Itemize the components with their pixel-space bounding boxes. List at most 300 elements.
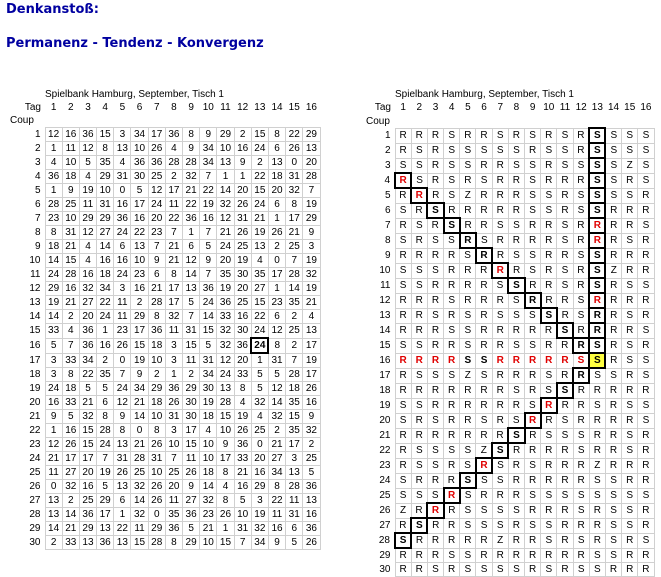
- table-cell: R: [605, 218, 621, 233]
- table-cell: 14: [200, 310, 217, 324]
- column-header: 12: [237, 102, 249, 113]
- table-cell: S: [395, 488, 411, 503]
- table-cell: 14: [45, 310, 62, 324]
- table-cell: 29: [217, 128, 234, 142]
- table-cell: S: [557, 158, 573, 173]
- table-cell: R: [573, 128, 589, 143]
- table-cell: R: [427, 518, 443, 533]
- table-cell: S: [605, 188, 621, 203]
- table-cell: 27: [97, 226, 114, 240]
- table-cell: 7: [303, 184, 320, 198]
- table-cell: 11: [62, 142, 79, 156]
- table-row: [6, 254, 320, 268]
- table-cell: R: [541, 248, 557, 263]
- table-cell: R: [427, 548, 443, 563]
- table-cell: R: [492, 428, 508, 443]
- table-cell: 10: [148, 353, 165, 368]
- table-cell: 12: [114, 396, 131, 410]
- table-cell: 8: [97, 142, 114, 156]
- table-cell: S: [638, 278, 654, 293]
- table-cell: R: [541, 443, 557, 458]
- coup-number: 29: [379, 549, 391, 561]
- table-cell: R: [508, 548, 524, 563]
- table-cell: 25: [286, 324, 303, 339]
- table-cell: 15: [200, 324, 217, 339]
- table-cell: 8: [217, 466, 234, 480]
- table-cell: 16: [303, 396, 320, 410]
- table-cell: S: [541, 308, 557, 323]
- table-cell: R: [508, 473, 524, 488]
- table-cell: R: [508, 398, 524, 413]
- coup-number: 20: [379, 415, 391, 426]
- coup-number: 8: [34, 227, 41, 238]
- coup-number: 18: [379, 385, 391, 396]
- table-cell: 24: [45, 268, 62, 282]
- table-cell: R: [427, 338, 443, 353]
- table-cell: R: [492, 338, 508, 353]
- table-cell: 21: [45, 452, 62, 466]
- table-row: [362, 458, 654, 473]
- table-cell: 0: [268, 254, 285, 268]
- table-cell: S: [622, 233, 638, 248]
- table-cell: 8: [148, 424, 165, 438]
- table-cell: 19: [303, 254, 320, 268]
- column-header: 4: [448, 102, 455, 113]
- table-cell: R: [411, 548, 427, 563]
- table-cell: 10: [131, 254, 148, 268]
- table-cell: S: [492, 143, 508, 158]
- tag-label: Tag: [24, 102, 41, 113]
- table-cell: R: [460, 398, 476, 413]
- table-cell: 25: [286, 240, 303, 254]
- table-cell: S: [508, 218, 524, 233]
- table-cell: 32: [217, 198, 234, 212]
- table-cell: R: [492, 263, 508, 278]
- table-cell: 28: [217, 396, 234, 410]
- table-cell: R: [541, 503, 557, 518]
- table-cell: 9: [148, 254, 165, 268]
- column-header: 2: [68, 102, 74, 113]
- table-cell: S: [557, 218, 573, 233]
- table-cell: S: [589, 548, 605, 563]
- table-title: Spielbank Hamburg, September, Tisch 1: [45, 89, 224, 100]
- table-cell: R: [395, 308, 411, 323]
- table-cell: S: [508, 563, 524, 577]
- table-row: [362, 383, 654, 398]
- table-cell: 1: [217, 170, 234, 184]
- table-cell: 16: [268, 522, 285, 536]
- table-cell: 24: [114, 268, 131, 282]
- table-cell: 12: [183, 254, 200, 268]
- table-cell: 24: [114, 382, 131, 396]
- table-cell: 21: [217, 226, 234, 240]
- column-header: 2: [416, 102, 423, 113]
- table-cell: R: [622, 218, 638, 233]
- table-cell: 36: [97, 536, 114, 550]
- coup-label: Coup: [366, 115, 390, 127]
- coup-number: 28: [378, 535, 390, 546]
- table-cell: 26: [234, 424, 251, 438]
- table-cell: 19: [251, 508, 268, 522]
- table-cell: 14: [200, 480, 217, 494]
- table-cell: R: [476, 203, 492, 218]
- table-cell: R: [492, 383, 508, 398]
- table-cell: S: [476, 143, 492, 158]
- table-cell: 26: [234, 198, 251, 212]
- table-cell: 28: [286, 368, 303, 382]
- table-cell: S: [460, 503, 476, 518]
- table-cell: S: [460, 443, 476, 458]
- table-cell: R: [557, 293, 573, 308]
- table-cell: R: [460, 413, 476, 428]
- column-header: 15: [624, 102, 636, 113]
- table-cell: 21: [234, 466, 251, 480]
- table-cell: 21: [251, 212, 268, 226]
- table-cell: R: [525, 413, 541, 428]
- table-cell: S: [589, 278, 605, 293]
- table-cell: R: [638, 248, 654, 263]
- table-row: [362, 308, 654, 323]
- coup-number: 26: [29, 481, 41, 492]
- table-cell: 13: [183, 282, 200, 296]
- table-cell: R: [492, 203, 508, 218]
- table-cell: 6: [268, 198, 285, 212]
- table-cell: S: [557, 488, 573, 503]
- coup-label: Coup: [10, 115, 34, 127]
- table-row: [362, 353, 654, 368]
- table-cell: R: [622, 368, 638, 383]
- table-cell: S: [589, 173, 605, 188]
- table-row: [362, 473, 654, 488]
- table-cell: R: [411, 503, 427, 518]
- table-cell: 15: [286, 410, 303, 424]
- table-cell: 14: [131, 410, 148, 424]
- table-cell: R: [638, 308, 654, 323]
- table-cell: 34: [268, 466, 285, 480]
- table-cell: R: [525, 428, 541, 443]
- table-row: [362, 233, 654, 248]
- table-cell: R: [460, 278, 476, 293]
- table-cell: 12: [79, 226, 96, 240]
- table-cell: S: [460, 473, 476, 488]
- table-cell: 19: [131, 353, 148, 368]
- table-cell: 3: [303, 240, 320, 254]
- table-cell: R: [638, 443, 654, 458]
- table-cell: R: [395, 563, 411, 577]
- table-cell: R: [508, 233, 524, 248]
- table-cell: 23: [114, 324, 131, 339]
- table-cell: R: [638, 428, 654, 443]
- table-cell: S: [411, 143, 427, 158]
- table-row: [6, 508, 320, 522]
- column-header: 9: [188, 102, 194, 113]
- table-cell: 15: [217, 536, 234, 550]
- table-cell: 26: [286, 142, 303, 156]
- table-cell: S: [638, 218, 654, 233]
- table-cell: R: [427, 398, 443, 413]
- table-cell: 24: [97, 438, 114, 452]
- table-row: [362, 218, 654, 233]
- table-cell: R: [411, 428, 427, 443]
- coup-number: 3: [34, 157, 41, 168]
- column-header: 7: [153, 102, 160, 113]
- table-cell: 3: [114, 128, 131, 142]
- table-cell: 4: [114, 156, 131, 170]
- table-cell: 15: [183, 338, 200, 353]
- table-cell: 16: [131, 212, 148, 226]
- table-cell: 27: [79, 296, 96, 310]
- table-cell: S: [444, 218, 460, 233]
- table-cell: 35: [251, 268, 268, 282]
- table-cell: 20: [303, 156, 320, 170]
- table-cell: 34: [251, 536, 268, 550]
- table-cell: 2: [62, 494, 79, 508]
- table-cell: 9: [268, 536, 285, 550]
- table-cell: 29: [97, 212, 114, 226]
- column-header: 6: [136, 102, 143, 113]
- table-cell: R: [573, 548, 589, 563]
- table-cell: S: [557, 233, 573, 248]
- table-cell: Z: [460, 368, 476, 383]
- table-cell: 32: [303, 268, 320, 282]
- table-cell: R: [541, 353, 557, 368]
- table-cell: 30: [183, 396, 200, 410]
- table-cell: S: [427, 443, 443, 458]
- table-cell: 19: [200, 396, 217, 410]
- table-cell: 29: [303, 212, 320, 226]
- table-cell: S: [557, 413, 573, 428]
- table-cell: R: [395, 518, 411, 533]
- table-cell: 11: [131, 522, 148, 536]
- table-cell: R: [638, 503, 654, 518]
- table-cell: R: [589, 503, 605, 518]
- table-row: [6, 240, 320, 254]
- table-cell: 24: [114, 226, 131, 240]
- table-cell: 16: [79, 268, 96, 282]
- table-cell: S: [573, 428, 589, 443]
- table-cell: 34: [131, 382, 148, 396]
- table-cell: 6: [268, 310, 285, 324]
- table-cell: 5: [97, 480, 114, 494]
- table-row: [6, 410, 320, 424]
- table-cell: 18: [62, 382, 79, 396]
- table-cell: Z: [460, 188, 476, 203]
- table-cell: R: [525, 143, 541, 158]
- table-cell: 2: [165, 170, 182, 184]
- table-row: [362, 188, 654, 203]
- table-cell: R: [605, 233, 621, 248]
- table-cell: R: [508, 128, 524, 143]
- table-cell: 9: [303, 410, 320, 424]
- table-cell: 1: [234, 170, 251, 184]
- table-cell: R: [460, 383, 476, 398]
- table-cell: R: [492, 548, 508, 563]
- table-cell: S: [476, 503, 492, 518]
- table-cell: S: [492, 503, 508, 518]
- table-cell: 6: [148, 268, 165, 282]
- table-cell: S: [541, 383, 557, 398]
- table-cell: 9: [62, 184, 79, 198]
- table-cell: R: [525, 473, 541, 488]
- table-cell: 32: [303, 424, 320, 438]
- table-cell: R: [476, 488, 492, 503]
- table-cell: R: [541, 173, 557, 188]
- column-header: 14: [271, 102, 283, 113]
- table-cell: R: [395, 173, 411, 188]
- table-cell: S: [444, 188, 460, 203]
- table-cell: 7: [114, 368, 131, 382]
- table-cell: 25: [234, 240, 251, 254]
- table-cell: S: [622, 428, 638, 443]
- table-cell: 16: [114, 254, 131, 268]
- table-cell: 24: [217, 240, 234, 254]
- table-cell: 2: [131, 296, 148, 310]
- table-cell: R: [541, 218, 557, 233]
- table-cell: 18: [62, 170, 79, 184]
- table-cell: 7: [200, 268, 217, 282]
- table-cell: 28: [97, 424, 114, 438]
- table-cell: R: [492, 293, 508, 308]
- table-row: [362, 278, 654, 293]
- table-cell: 29: [131, 310, 148, 324]
- table-cell: 5: [183, 522, 200, 536]
- table-cell: 21: [268, 438, 285, 452]
- table-cell: R: [476, 128, 492, 143]
- table-cell: 16: [97, 338, 114, 353]
- column-header: 1: [50, 102, 57, 113]
- table-row: [6, 424, 320, 438]
- table-cell: R: [638, 188, 654, 203]
- table-cell: S: [492, 563, 508, 577]
- table-cell: 2: [62, 310, 79, 324]
- table-row: [6, 324, 320, 339]
- table-cell: 29: [97, 494, 114, 508]
- table-cell: R: [525, 503, 541, 518]
- table-cell: 24: [251, 338, 268, 353]
- table-cell: 10: [62, 156, 79, 170]
- table-cell: S: [427, 368, 443, 383]
- table-cell: 36: [303, 522, 320, 536]
- table-cell: S: [525, 203, 541, 218]
- table-cell: R: [573, 398, 589, 413]
- table-cell: 14: [217, 184, 234, 198]
- table-cell: 8: [286, 198, 303, 212]
- table-cell: S: [589, 128, 605, 143]
- coup-number: 1: [384, 130, 391, 141]
- table-cell: S: [589, 473, 605, 488]
- table-cell: 7: [183, 310, 200, 324]
- table-cell: R: [492, 488, 508, 503]
- table-cell: R: [508, 533, 524, 548]
- table-cell: 29: [183, 382, 200, 396]
- table-cell: S: [460, 143, 476, 158]
- table-cell: R: [444, 428, 460, 443]
- table-cell: 20: [165, 480, 182, 494]
- coup-number: 11: [30, 269, 41, 280]
- table-cell: 5: [200, 240, 217, 254]
- table-cell: R: [508, 173, 524, 188]
- table-cell: R: [525, 293, 541, 308]
- coup-number: 9: [34, 241, 41, 252]
- table-cell: 1: [97, 324, 114, 339]
- table-cell: 35: [97, 368, 114, 382]
- table-cell: 36: [79, 128, 96, 142]
- table-cell: R: [541, 158, 557, 173]
- table-cell: S: [411, 398, 427, 413]
- table-cell: 21: [303, 296, 320, 310]
- table-cell: R: [525, 353, 541, 368]
- table-cell: R: [638, 233, 654, 248]
- column-header: 8: [171, 102, 177, 113]
- table-cell: 29: [97, 170, 114, 184]
- table-cell: R: [411, 563, 427, 577]
- table-cell: 14: [286, 282, 303, 296]
- table-cell: R: [395, 458, 411, 473]
- table-cell: R: [638, 293, 654, 308]
- table-cell: 5: [79, 382, 96, 396]
- table-cell: S: [444, 443, 460, 458]
- table-cell: 3: [165, 424, 182, 438]
- table-row: [6, 480, 320, 494]
- table-cell: 7: [97, 452, 114, 466]
- table-cell: 13: [303, 142, 320, 156]
- coup-number: 5: [34, 185, 41, 196]
- table-cell: 31: [286, 508, 303, 522]
- table-cell: 26: [148, 494, 165, 508]
- table-cell: 36: [148, 156, 165, 170]
- coup-number: 21: [29, 411, 41, 422]
- table-cell: 29: [148, 382, 165, 396]
- table-row: [362, 518, 654, 533]
- table-cell: 23: [148, 226, 165, 240]
- table-cell: R: [427, 278, 443, 293]
- table-cell: R: [622, 248, 638, 263]
- table-cell: 11: [183, 353, 200, 368]
- table-cell: 4: [165, 142, 182, 156]
- table-cell: S: [525, 188, 541, 203]
- table-cell: S: [395, 158, 411, 173]
- table-cell: S: [589, 488, 605, 503]
- table-cell: 13: [114, 536, 131, 550]
- table-row: [6, 452, 320, 466]
- table-cell: S: [460, 518, 476, 533]
- table-cell: S: [492, 518, 508, 533]
- table-cell: S: [605, 533, 621, 548]
- table-cell: R: [508, 203, 524, 218]
- table-cell: R: [589, 218, 605, 233]
- table-cell: S: [541, 488, 557, 503]
- table-cell: 1: [268, 282, 285, 296]
- table-cell: 9: [183, 480, 200, 494]
- table-cell: 24: [251, 198, 268, 212]
- coup-number: 16: [379, 355, 391, 366]
- table-cell: 35: [286, 424, 303, 438]
- table-cell: S: [525, 518, 541, 533]
- table-cell: R: [605, 563, 621, 577]
- table-cell: S: [605, 158, 621, 173]
- table-cell: 10: [165, 438, 182, 452]
- column-header: 13: [254, 102, 266, 113]
- table-cell: 26: [234, 226, 251, 240]
- table-cell: R: [557, 338, 573, 353]
- column-header: 16: [305, 102, 317, 113]
- table-cell: S: [395, 413, 411, 428]
- table-cell: R: [444, 563, 460, 577]
- table-cell: 23: [200, 508, 217, 522]
- table-row: [362, 203, 654, 218]
- table-cell: R: [395, 128, 411, 143]
- table-cell: S: [622, 353, 638, 368]
